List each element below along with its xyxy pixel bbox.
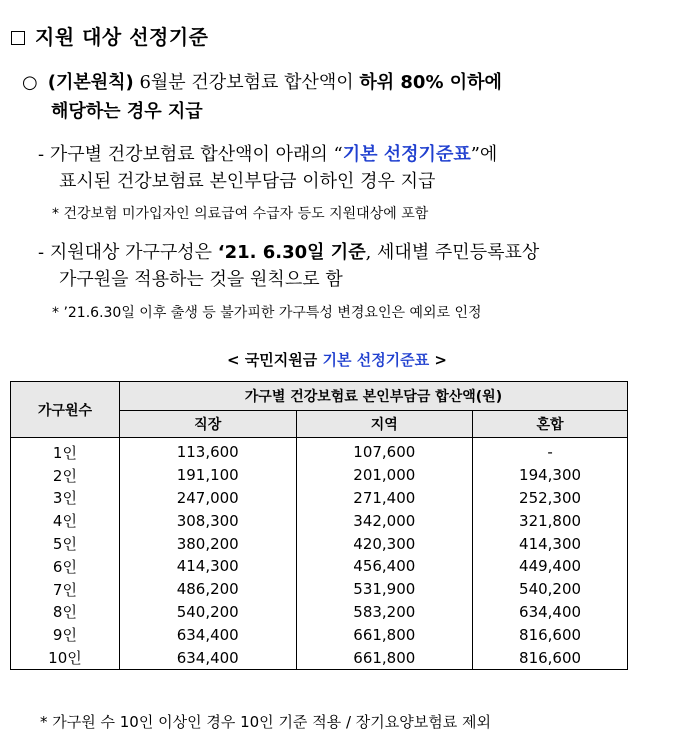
- cell-jiyeok: 531,900: [296, 578, 473, 601]
- cell-household-size: 2인: [11, 464, 120, 487]
- footnote: * 가구원 수 10인 이상인 경우 10인 기준 적용 / 장기요양보험료 제외: [40, 713, 491, 731]
- table-row: [11, 646, 628, 669]
- item2-dash: -: [38, 242, 45, 263]
- cell-jikjang: 247,000: [119, 487, 296, 510]
- cell-household-size: 8인: [11, 601, 120, 624]
- cell-honhap: 634,400: [473, 601, 628, 624]
- header-jiyeok: 지역: [296, 411, 473, 438]
- cell-jikjang: 308,300: [119, 509, 296, 532]
- cell-honhap: 321,800: [473, 509, 628, 532]
- item2-note: * ’21.6.30일 이후 출생 등 불가피한 가구특성 변경요인은 예외로 인정: [52, 305, 482, 321]
- header-group: 가구별 건강보험료 본인부담금 합산액(원): [119, 382, 627, 411]
- principle-label: (기본원칙): [47, 72, 134, 93]
- cell-household-size: 6인: [11, 555, 120, 578]
- item1-text-b: ”에: [470, 144, 498, 165]
- cell-household-size: 10인: [11, 646, 120, 669]
- cell-jiyeok: 420,300: [296, 532, 473, 555]
- item2-highlight: ‘21. 6.30일 기준: [217, 242, 366, 263]
- checkbox-square-icon: [11, 31, 25, 45]
- cell-household-size: 3인: [11, 487, 120, 510]
- principle-emphasis: 하위 80% 이하에: [359, 72, 502, 93]
- header-household-size: 가구원수: [11, 382, 120, 438]
- cell-honhap: 540,200: [473, 578, 628, 601]
- table-row: [11, 438, 628, 464]
- item2-text-b: , 세대별 주민등록표상: [365, 242, 540, 263]
- cell-jiyeok: 661,800: [296, 623, 473, 646]
- item2-line-2: 가구원을 적용하는 것을 원칙으로 함: [59, 269, 343, 290]
- item1-text-a: 가구별 건강보험료 합산액이 아래의 “: [44, 144, 343, 165]
- cell-household-size: 4인: [11, 509, 120, 532]
- cell-jikjang: 634,400: [119, 646, 296, 669]
- header-jikjang: 직장: [119, 411, 296, 438]
- table-row: [11, 623, 628, 646]
- cell-honhap: 194,300: [473, 464, 628, 487]
- cell-jikjang: 540,200: [119, 601, 296, 624]
- cell-honhap: 414,300: [473, 532, 628, 555]
- table-row: [11, 555, 628, 578]
- table-row: [11, 601, 628, 624]
- cell-honhap: 252,300: [473, 487, 628, 510]
- cell-jikjang: 380,200: [119, 532, 296, 555]
- cell-honhap: 449,400: [473, 555, 628, 578]
- header-honhap: 혼합: [473, 411, 628, 438]
- cell-jiyeok: 107,600: [296, 438, 473, 464]
- cell-jikjang: 414,300: [119, 555, 296, 578]
- cell-honhap: 816,600: [473, 646, 628, 669]
- table-caption-right: >: [429, 351, 447, 369]
- cell-jikjang: 486,200: [119, 578, 296, 601]
- item2-text-a: 지원대상 가구구성은: [44, 242, 218, 263]
- table-row: [11, 487, 628, 510]
- cell-jiyeok: 583,200: [296, 601, 473, 624]
- cell-jikjang: 113,600: [119, 438, 296, 464]
- table-caption-left: < 국민지원금: [227, 351, 323, 369]
- principle-line-2: 해당하는 경우 지급: [51, 101, 203, 122]
- section-heading: [11, 21, 209, 50]
- item1-dash: -: [38, 144, 45, 165]
- circle-bullet-icon: ○: [22, 72, 38, 93]
- cell-honhap: -: [473, 438, 628, 464]
- cell-household-size: 1인: [11, 438, 120, 464]
- table-caption: [0, 349, 674, 370]
- principle-text: 6월분 건강보험료 합산액이: [133, 72, 360, 93]
- table-body: [11, 438, 628, 670]
- item1-line-1: [38, 140, 497, 166]
- cell-jiyeok: 271,400: [296, 487, 473, 510]
- cell-jiyeok: 661,800: [296, 646, 473, 669]
- cell-household-size: 9인: [11, 623, 120, 646]
- cell-jikjang: 191,100: [119, 464, 296, 487]
- section-title: 지원 대상 선정기준: [35, 25, 209, 49]
- table-row: [11, 464, 628, 487]
- principle-line-1: [22, 68, 502, 94]
- table-caption-highlight: 기본 선정기준표: [322, 351, 430, 369]
- item1-note: * 건강보험 미가입자인 의료급여 수급자 등도 지원대상에 포함: [52, 206, 429, 222]
- criteria-table: [10, 381, 628, 670]
- item2-line-1: [38, 238, 539, 264]
- item1-highlight: 기본 선정기준표: [342, 144, 471, 165]
- cell-honhap: 816,600: [473, 623, 628, 646]
- table-row: [11, 509, 628, 532]
- table-row: [11, 578, 628, 601]
- table-row: [11, 532, 628, 555]
- cell-jiyeok: 201,000: [296, 464, 473, 487]
- cell-jikjang: 634,400: [119, 623, 296, 646]
- cell-household-size: 5인: [11, 532, 120, 555]
- cell-jiyeok: 456,400: [296, 555, 473, 578]
- cell-household-size: 7인: [11, 578, 120, 601]
- cell-jiyeok: 342,000: [296, 509, 473, 532]
- item1-line-2: 표시된 건강보험료 본인부담금 이하인 경우 지급: [59, 171, 436, 192]
